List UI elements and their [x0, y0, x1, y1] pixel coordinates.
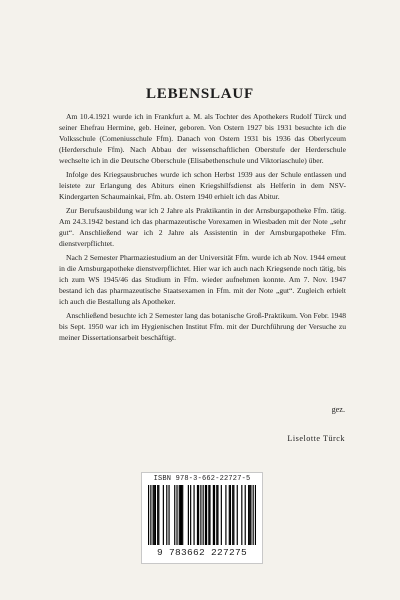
barcode-bar — [255, 485, 256, 545]
barcode-bar — [248, 485, 249, 545]
paragraph-war-abitur: Infolge des Kriegsausbruches wurde ich schon Herbst 1939 aus der Schule entlassen und leistete zur Erlangung des Abiturs einen Kriegshilfsdienst als Helferin in dem NSV-Kindergarten Schaumainkai, Ffm. ab. Ostern 1940 erhielt ich das Abitur. — [59, 170, 346, 201]
barcode-bar — [206, 485, 207, 545]
barcode-bar — [249, 485, 250, 545]
barcode-bar — [250, 485, 251, 545]
barcode-bar — [193, 485, 194, 545]
barcode-bar — [216, 485, 217, 545]
barcode-bar — [174, 485, 175, 545]
barcode-bar — [229, 485, 230, 545]
barcode-bar — [190, 485, 191, 545]
barcode-bar — [153, 485, 154, 545]
barcode-bar — [154, 485, 155, 545]
barcode-bar — [241, 485, 242, 545]
barcode-bar — [197, 485, 198, 545]
barcode-bar — [158, 485, 159, 545]
paragraph-childhood-schooling: Am 10.4.1921 wurde ich in Frankfurt a. M. als Tochter des Apothekers Rudolf Türck und seiner Ehefrau Hermine, geb. Heiner, geboren. Von Ostern 1927 bis 1931 besuchte ich die Volksschule (Comeniusschule Ffm). Danach von Ostern 1931 bis 1936 das Oberlyceum (Herderschule Ffm). Nach Abbau der wissenschaftlichen Oberstufe der Herderschule wechselte ich in die Deutsche Oberschule (Elisabethenschule und Viktoriaschule) über. — [59, 112, 346, 165]
barcode-bar — [182, 485, 183, 545]
barcode-bar — [188, 485, 189, 545]
barcode-bar — [157, 485, 158, 545]
barcode-bar — [180, 485, 181, 545]
barcode-bar — [163, 485, 164, 545]
barcode-bar — [150, 485, 151, 545]
isbn-label: ISBN 978-3-662-22727-5 — [153, 475, 251, 483]
barcode-bar — [166, 485, 167, 545]
barcode-bar — [209, 485, 210, 545]
barcode-bar — [221, 485, 222, 545]
barcode-bar — [203, 485, 204, 545]
barcode-bar — [200, 485, 201, 545]
barcode-bar — [217, 485, 218, 545]
barcode-bar — [198, 485, 199, 545]
barcode-bar — [237, 485, 238, 545]
cv-text — [59, 111, 346, 346]
page-title: LEBENSLAUF — [145, 86, 255, 102]
barcode-bar — [233, 485, 234, 545]
barcode-bar — [155, 485, 156, 545]
barcode-bar — [208, 485, 209, 545]
isbn-barcode — [141, 472, 263, 564]
barcode-bar — [253, 485, 254, 545]
barcode-bar — [205, 485, 206, 545]
barcode-bar — [176, 485, 177, 545]
barcode-bar — [148, 485, 149, 545]
barcode-bar — [232, 485, 233, 545]
barcode-bar — [168, 485, 169, 545]
barcode-bar — [214, 485, 215, 545]
signature-name: Liselotte Türck — [287, 434, 345, 443]
barcode-bar — [213, 485, 214, 545]
barcode-bar — [181, 485, 182, 545]
closing-gez: gez. — [331, 405, 345, 414]
paragraph-studies: Nach 2 Semester Pharmaziestudium an der Universität Ffm. wurde ich ab Nov. 1944 erneut in die Arnsburgapotheke dienstverpflichtet. Hier war ich auch nach Kriegsende noch tätig, bis ich zum WS 1945/46 das Studium in Ffm. wieder aufnehmen konnte. Am 7. Nov. 1947 bestand ich das pharmazeutische Staatsexamen in Ffm. mit der Note „gut“. Zugleich erhielt ich auch die Bestallung als Apotheker. — [59, 253, 346, 306]
barcode-bar — [245, 485, 246, 545]
barcode-bar — [179, 485, 180, 545]
barcode-bar — [225, 485, 226, 545]
barcode-bar — [230, 485, 231, 545]
barcode-bars — [148, 485, 256, 545]
barcode-digits: 9 783662 227275 — [156, 547, 247, 558]
paragraph-training: Zur Berufsausbildung war ich 2 Jahre als Praktikantin in der Arnsburgapotheke Ffm. tätig. Am 24.3.1942 bestand ich das pharmazeutische Vorexamen in Wiesbaden mit der Note „sehr gut“. Anschließend war ich 2 Jahre als Assistentin in der Arnsburgapotheke Ffm. dienstverpflichtet. — [59, 206, 346, 248]
paragraph-doctorate: Anschließend besuchte ich 2 Semester lang das botanische Groß-Praktikum. Von Febr. 1948 bis Sept. 1950 war ich im Hygienischen Institut Ffm. mit der Durchführung der Versuche zu meiner Dissertationsarbeit beschäftigt. — [59, 311, 347, 342]
